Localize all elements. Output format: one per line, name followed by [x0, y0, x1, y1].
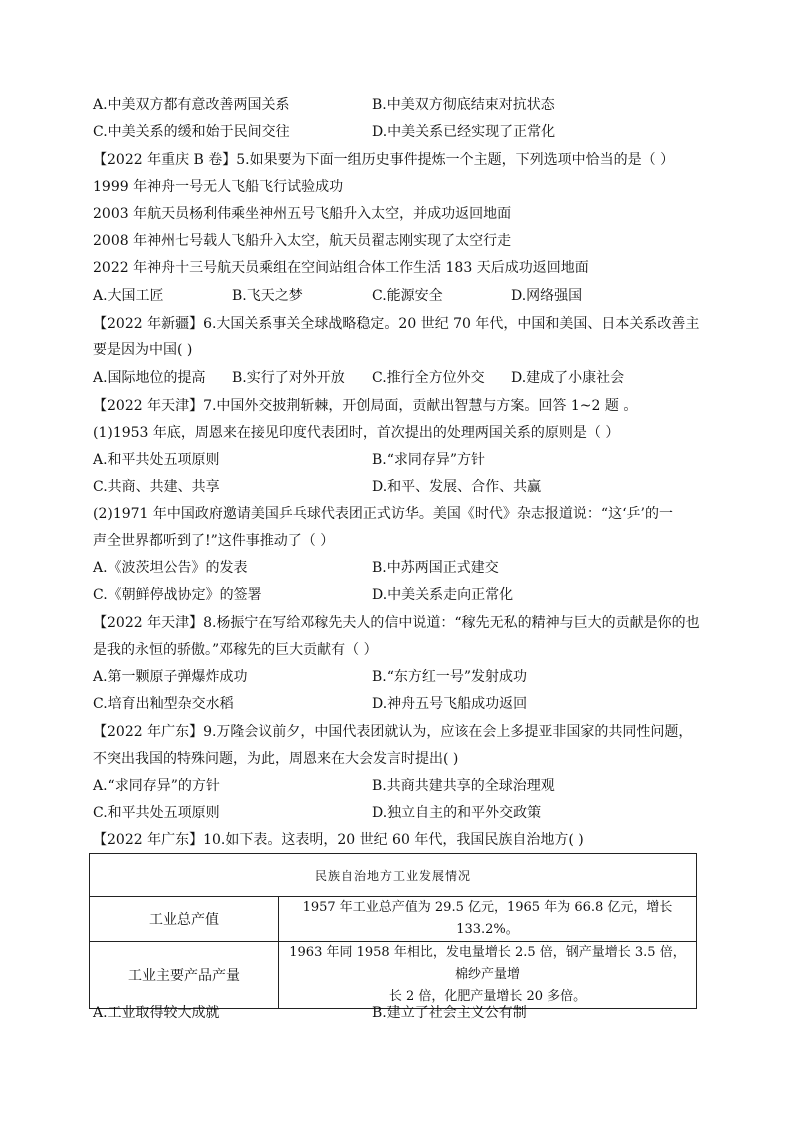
option-c: C.推行全方位外交 [372, 370, 485, 386]
question-10-stem: 【2022 年广东】10.如下表。这表明，20 世纪 60 年代，我国民族自治地方( ) [93, 832, 584, 848]
sub-question-2: (2)1971 年中国政府邀请美国乒乓球代表团正式访华。美国《时代》杂志报道说：“这‘乒’的一 [93, 506, 673, 522]
option-a: A.“求同存异”的方针 [93, 778, 220, 794]
event-line: 2022 年神舟十三号航天员乘组在空间站组合体工作生活 183 天后成功返回地面 [93, 260, 589, 276]
sub-question-2-cont: 声全世界都听到了!”这件事推动了（ ） [93, 533, 335, 549]
table-caption: 民族自治地方工业发展情况 [90, 854, 697, 897]
table-row [90, 897, 697, 942]
table-row [90, 942, 697, 1009]
option-a: A.《波茨坦公告》的发表 [93, 560, 248, 576]
option-a: A.和平共处五项原则 [93, 452, 220, 468]
option-b: B.中苏两国正式建交 [372, 560, 499, 576]
option-a: A.工业取得较大成就 [93, 1005, 220, 1021]
option-b: B.实行了对外开放 [232, 370, 345, 386]
option-d: D.独立自主的和平外交政策 [372, 805, 542, 821]
question-8-stem-cont: 是我的永恒的骄傲。”邓稼先的巨大贡献有（ ） [93, 642, 378, 658]
row-value-line: 1963 年同 1958 年相比，发电量增长 2.5 倍，钢产量增长 3.5 倍，棉纱产量增 [289, 945, 686, 982]
sub-question-1: (1)1953 年底，周恩来在接见印度代表团时，首次提出的处理两国关系的原则是（ ） [93, 425, 620, 441]
question-9-stem-cont: 不突出我国的特殊问题，为此，周恩来在大会发言时提出( ) [93, 751, 459, 767]
question-9-stem: 【2022 年广东】9.万隆会议前夕，中国代表团就认为，应该在会上多提亚非国家的共同性问题， [93, 724, 693, 740]
option-c: C.培育出籼型杂交水稻 [93, 696, 234, 712]
option-c: C.能源安全 [372, 288, 443, 304]
option-c: C.和平共处五项原则 [93, 805, 220, 821]
option-d: D.建成了小康社会 [511, 370, 625, 386]
option-b: B.“东方红一号”发射成功 [372, 669, 528, 685]
row-label: 工业总产值 [90, 897, 279, 942]
option-c: C.《朝鲜停战协定》的签署 [93, 587, 262, 603]
option-b: B.中美双方彻底结束对抗状态 [372, 97, 555, 113]
option-a: A.第一颗原子弹爆炸成功 [93, 669, 248, 685]
row-value [279, 942, 697, 1009]
option-a: A.国际地位的提高 [93, 370, 206, 386]
option-d: D.和平、发展、合作、共赢 [372, 479, 542, 495]
row-value-line: 长 2 倍，化肥产量增长 20 多倍。 [388, 989, 587, 1004]
question-5-stem: 【2022 年重庆 B 卷】5.如果要为下面一组历史事件提炼一个主题，下列选项中恰当的是（ ） [93, 152, 675, 168]
option-d: D.中美关系走向正常化 [372, 587, 514, 603]
option-d: D.中美关系已经实现了正常化 [372, 124, 556, 140]
option-d: D.网络强国 [511, 288, 583, 304]
event-line: 2008 年神州七号载人飞船升入太空，航天员翟志刚实现了太空行走 [93, 233, 512, 249]
option-a: A.中美双方都有意改善两国关系 [93, 97, 290, 113]
row-label: 工业主要产品产量 [90, 942, 279, 1009]
option-b: B.“求同存异”方针 [372, 452, 486, 468]
event-line: 2003 年航天员杨利伟乘坐神州五号飞船升入太空，并成功返回地面 [93, 206, 512, 222]
option-c: C.中美关系的缓和始于民间交往 [93, 124, 290, 140]
option-a: A.大国工匠 [93, 288, 164, 304]
row-value: 1957 年工业总产值为 29.5 亿元，1965 年为 66.8 亿元，增长 133.2%。 [279, 897, 697, 942]
question-7-stem: 【2022 年天津】7.中国外交披荆斩棘，开创局面，贡献出智慧与方案。回答 1~2 题 。 [93, 398, 638, 414]
option-b: B.建立了社会主义公有制 [372, 1005, 527, 1021]
option-b: B.飞天之梦 [232, 288, 303, 304]
option-c: C.共商、共建、共享 [93, 479, 220, 495]
option-d: D.神舟五号飞船成功返回 [372, 696, 528, 712]
question-6-stem: 【2022 年新疆】6.大国关系事关全球战略稳定。20 世纪 70 年代，中国和美国、日本关系改善主 [93, 316, 700, 332]
question-8-stem: 【2022 年天津】8.杨振宁在写给邓稼先夫人的信中说道：“稼先无私的精神与巨大的贡献是你的也 [93, 615, 700, 631]
event-line: 1999 年神舟一号无人飞船飞行试验成功 [93, 179, 344, 195]
question-6-stem-cont: 要是因为中国( ) [93, 342, 193, 358]
industry-table [89, 853, 697, 1009]
option-b: B.共商共建共享的全球治理观 [372, 778, 555, 794]
